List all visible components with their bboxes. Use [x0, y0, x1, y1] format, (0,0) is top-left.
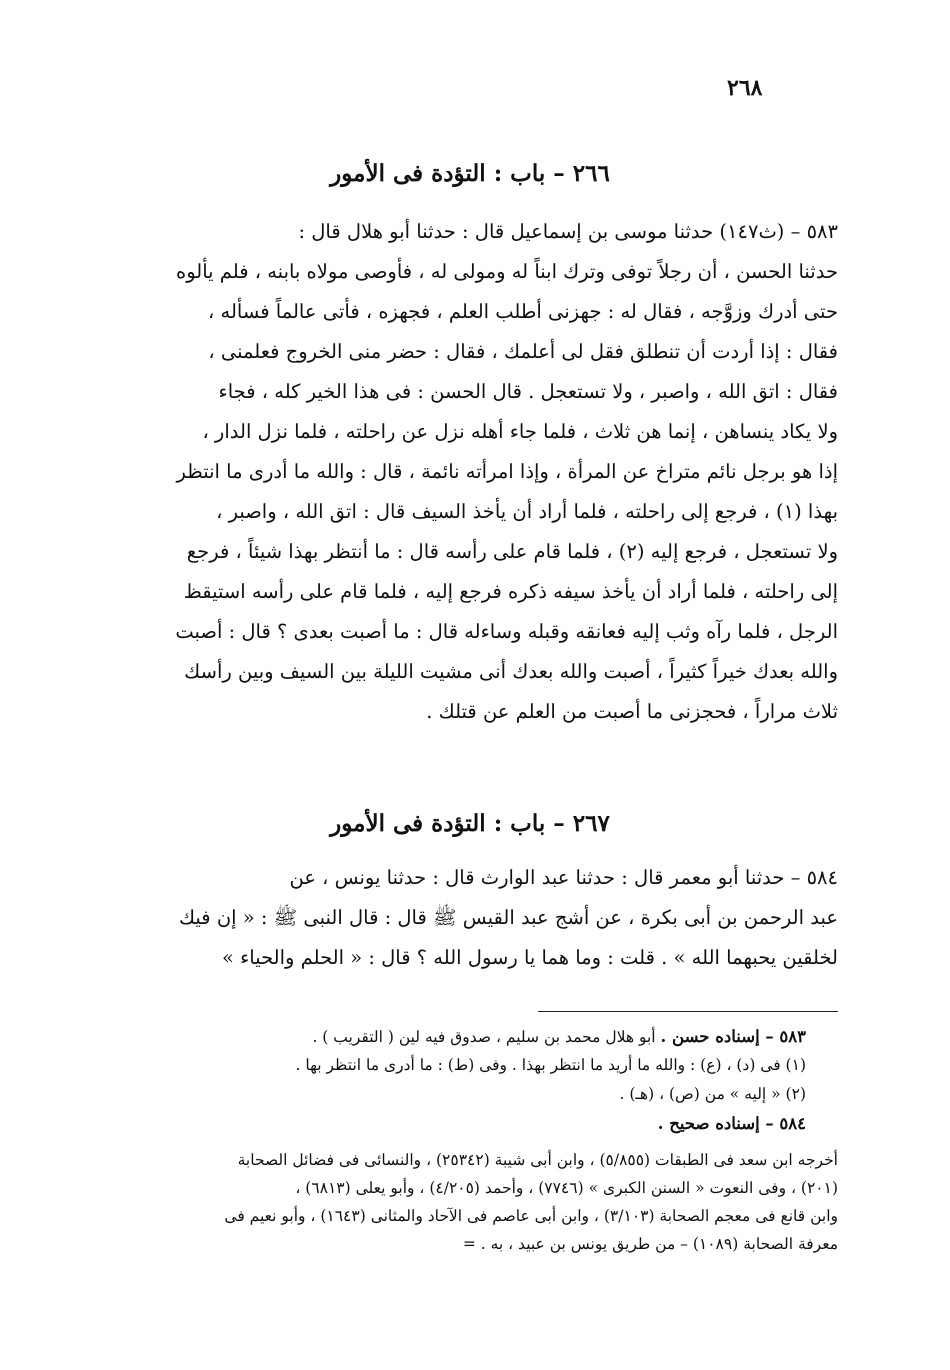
footnote-583-text: أبو هلال محمد بن سليم ، صدوق فيه لين ( التقريب ) . — [312, 1028, 656, 1046]
footnote-1: (١) فى (د) ، (ع) : والله ما أريد ما انتظر بهذا . وفى (ط) : ما أدرى ما انتظر بها . — [295, 1056, 806, 1074]
footnote-2: (٢) « إليه » من (ص) ، (هـ) . — [619, 1085, 806, 1103]
footnote-583-grade: ٥٨٣ – إسناده حسن . — [660, 1027, 806, 1046]
footnote-divider — [538, 1011, 838, 1012]
footnote-source-line: (٢٠١) ، وفى النعوت « السنن الكبرى » (٧٧٤٦) ، وأحمد (٤/٢٠٥) ، وأبو يعلى (٦٨١٣) ، — [295, 1179, 838, 1197]
section-heading-266: ٢٦٦ – باب : التؤدة فى الأمور — [330, 160, 610, 187]
footnote-source-line: معرفة الصحابة (١٠٨٩) – من طريق يونس بن عبيد ، به . = — [462, 1235, 838, 1253]
text-line: إلى راحلته ، فلما أراد أن يأخذ سيفه ذكره فرجع إليه ، فلما قام على رأسه استيقظ — [183, 580, 838, 603]
footnote-584 — [96, 1109, 838, 1138]
text-line: لخلقين يحبهما الله » . قلت : وما هما يا رسول الله ؟ قال : « الحلم والحياء » — [221, 946, 838, 969]
text-line: فقال : اتق الله ، واصبر ، ولا تستعجل . قال الحسن : فى هذا الخير كله ، فجاء — [218, 380, 838, 403]
text-line: إذا هو برجل نائم متراخ عن المرأة ، وإذا امرأته نائمة ، قال : والله ما أدرى ما انتظر — [176, 460, 838, 483]
text-line: فقال : إذا أردت أن تنطلق فقل لى أعلمك ، فقال : حضر منى الخروج فعلمنى ، — [208, 340, 838, 363]
text-line: عبد الرحمن بن أبى بكرة ، عن أشج عبد القيس ﷺ قال : قال النبى ﷺ : « إن فيك — [178, 906, 838, 929]
text-line: بهذا (١) ، فرجع إلى راحلته ، فلما أراد أن يأخذ السيف قال : اتق الله ، واصبر ، — [216, 500, 838, 523]
footnote-source-line: أخرجه ابن سعد فى الطبقات (٥/٨٥٥) ، وابن أبى شيبة (٢٥٣٤٢) ، والنسائى فى فضائل الصحابة — [237, 1151, 838, 1169]
page-number: ٢٦٨ — [727, 75, 763, 101]
text-line: حتى أدرك وزوَّجه ، فقال له : جهزنى أطلب العلم ، فجهزه ، فأتى عالماً فسأله ، — [208, 300, 838, 323]
text-line: ثلاث مراراً ، فحجزنى ما أصبت من العلم عن قتلك . — [426, 700, 838, 723]
section-body-583 — [103, 212, 838, 732]
text-line: ٥٨٤ – حدثنا أبو معمر قال : حدثنا عبد الوارث قال : حدثنا يونس ، عن — [289, 866, 838, 889]
section-heading-267: ٢٦٧ – باب : التؤدة فى الأمور — [330, 810, 610, 837]
text-line: ٥٨٣ – (ث١٤٧) حدثنا موسى بن إسماعيل قال : حدثنا أبو هلال قال : — [298, 220, 838, 243]
text-line: ولا يكاد ينساهن ، إنما هن ثلاث ، فلما جاء أهله نزل عن راحلته ، فلما نزل الدار ، — [202, 420, 838, 443]
footnote-584-grade: ٥٨٤ – إسناده صحيح . — [657, 1114, 806, 1133]
text-line: حدثنا الحسن ، أن رجلاً توفى وترك ابناً له ومولى له ، فأوصى مولاه بابنه ، فلم يألوه — [175, 260, 838, 283]
footnote-583 — [96, 1022, 838, 1051]
text-line: والله بعدك خيراً كثيراً ، أصبت والله بعدك أنى مشيت الليلة بين السيف وبين رأسك — [184, 660, 838, 683]
footnotes — [96, 1022, 838, 1258]
text-line: الرجل ، فلما رآه وثب إليه فعانقه وقبله وساءله قال : ما أصبت بعدى ؟ قال : أصبت — [175, 620, 838, 643]
footnote-source-line: وابن قانع فى معجم الصحابة (٣/١٠٣) ، وابن أبى عاصم فى الآحاد والمثانى (١٦٤٣) ، وأبو نعيم فى — [224, 1207, 838, 1225]
section-body-584 — [103, 858, 838, 978]
text-line: ولا تستعجل ، فرجع إليه (٢) ، فلما قام على رأسه قال : ما أنتظر بهذا شيئاً ، فرجع — [186, 540, 838, 563]
